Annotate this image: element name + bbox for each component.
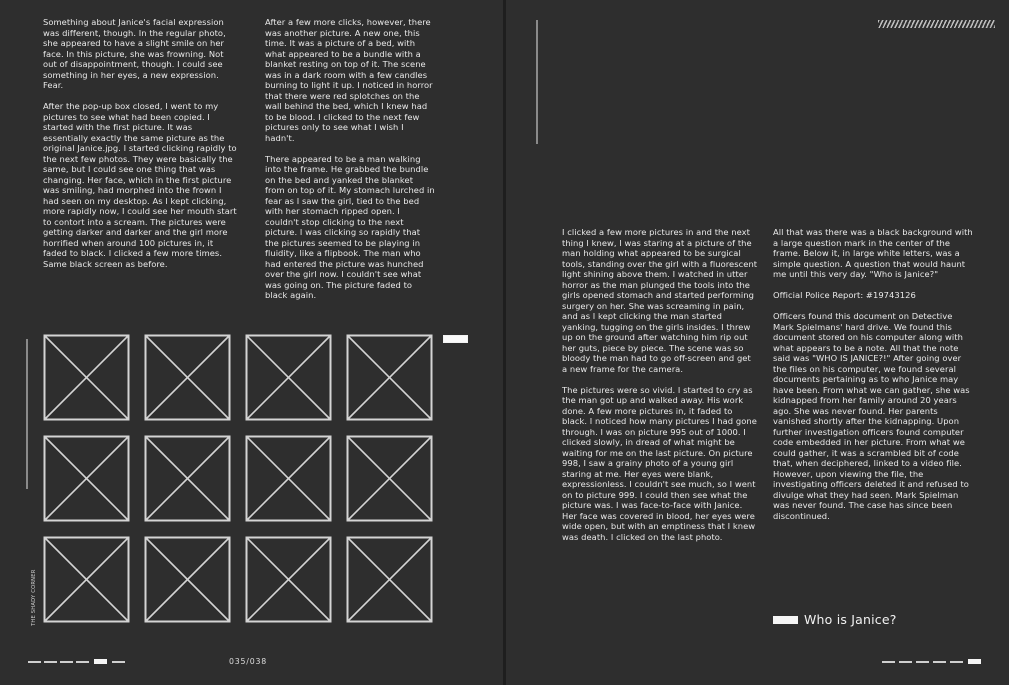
progress-bar	[933, 661, 946, 663]
paragraph: All that was there was a black background with a large question mark in the center of the frame. Below it, in large white letters, was a simple question. A question that would haunt me until this very day. "Who is Janice?"	[773, 227, 973, 279]
image-placeholder	[245, 334, 332, 421]
right-column-1	[562, 227, 758, 553]
image-placeholder	[43, 334, 130, 421]
page-number: 035/038	[229, 657, 267, 666]
image-placeholder	[346, 435, 433, 522]
image-placeholder	[144, 536, 231, 623]
paragraph: There appeared to be a man walking into the frame. He grabbed the bundle on the bed and yanked the blanket from on top of it. My stomach lurched in fear as I saw the girl, tied to the bed with her stomach ripped open. I couldn't stop clicking to the next picture. I was clicking so rapidly that the pictures seemed to be playing in fluidity, like a flipbook. The man who had entered the picture was hunched over the girl now. I couldn't see what was going on. The picture faded to black again.	[265, 153, 435, 300]
paragraph: After the pop-up box closed, I went to my pictures to see what had been copied. I started with the first picture. It was essentially exactly the same picture as the original Janice.jpg. I started clicking rapidly to the next few photos. They were basically the same, but I could see one thing that was changing. Her face, which in the first picture was smiling, had morphed into the frown I had seen on my desktop. As I kept clicking, more rapidly now, I could see her mouth start to contort into a scream. The pictures were getting darker and darker and the girl more horrified when around 100 pictures in, it faded to black. I clicked a few more times. Same black screen as before.	[43, 101, 237, 269]
placeholder-cross-icon	[43, 334, 130, 421]
image-placeholder	[245, 435, 332, 522]
side-label: THE SHADY CORNER	[31, 569, 37, 626]
callout	[773, 612, 897, 627]
progress-bar-current	[94, 659, 107, 664]
left-column-1	[43, 17, 239, 280]
paragraph: Something about Janice's facial expression was different, though. In the regular photo, she appeared to have a slight smile on her face. In this picture, she was frowning. Not out of disappointment, though. I could see something in her eyes, a new expression. Fear.	[43, 17, 226, 90]
placeholder-cross-icon	[346, 435, 433, 522]
paragraph: The pictures were so vivid. I started to cry as the man got up and walked away. His work done. A few more pictures in, it faded to black. I noticed how many pictures I had gone through. I was on picture 995 out of 1000. I clicked slowly, in dread of what might be waiting for me on the last picture. On picture 998, I saw a grainy photo of a young girl staring at me. Her eyes were blank, expressionless. I couldn't see much, so I went on to picture 999. I could then see what the picture was. I was face-to-face with Janice. Her face was covered in blood, her eyes were wide open, but with an emptiness that I knew was death. I clicked on the last photo.	[562, 384, 757, 542]
placeholder-cross-icon	[43, 536, 130, 623]
placeholder-cross-icon	[245, 435, 332, 522]
image-placeholder	[144, 435, 231, 522]
progress-bar	[76, 661, 89, 663]
right-column-2	[773, 227, 973, 532]
callout-text: Who is Janice?	[804, 612, 897, 627]
placeholder-cross-icon	[245, 536, 332, 623]
progress-bar	[916, 661, 929, 663]
placeholder-cross-icon	[346, 536, 433, 623]
progress-bar	[44, 661, 57, 663]
placeholder-cross-icon	[245, 334, 332, 421]
image-placeholder	[43, 435, 130, 522]
left-column-2	[265, 17, 435, 311]
police-report-heading: Official Police Report: #19743126	[773, 290, 916, 300]
placeholder-cross-icon	[43, 435, 130, 522]
label-tag	[443, 335, 468, 343]
paragraph: Officers found this document on Detective Mark Spielmans' hard drive. We found this document stored on his computer along with what appears to be a note. All that the note said was "WHO IS JANICE?!" After going over the files on his computer, we found several documents pertaining as to who Janice may have been. From what we can gather, she was kidnapped from her family around 20 years ago. She was never found. Her parents vanished shortly after the kidnapping. Upon further investigation officers found computer code embedded in her picture. From what we could gather, it was a scrambled bit of code that, when deciphered, linked to a video file. However, upon viewing the file, the investigating officers deleted it and refused to divulge what they had seen. Mark Spielman was never found. The case has since been discontinued.	[773, 311, 970, 521]
placeholder-cross-icon	[346, 334, 433, 421]
placeholder-cross-icon	[144, 536, 231, 623]
left-page	[0, 0, 503, 685]
callout-marker	[773, 616, 798, 624]
image-placeholder	[346, 536, 433, 623]
image-placeholder	[43, 536, 130, 623]
vertical-rule	[26, 339, 28, 489]
vertical-rule	[536, 20, 538, 144]
progress-bar	[899, 661, 912, 663]
progress-bar	[112, 661, 125, 663]
progress-bar	[28, 661, 41, 663]
placeholder-cross-icon	[144, 435, 231, 522]
progress-bar-current	[968, 659, 981, 664]
image-placeholder	[245, 536, 332, 623]
placeholder-cross-icon	[144, 334, 231, 421]
image-placeholder	[346, 334, 433, 421]
hatch-decoration	[878, 20, 995, 28]
paragraph: After a few more clicks, however, there was another picture. A new one, this time. It was a picture of a bed, with what appeared to be a bundle with a blanket resting on top of it. The scene was in a dark room with a few candles burning to light it up. I noticed in horror that there were red splotches on the wall behind the bed, which I knew had to be blood. I clicked to the next few pictures only to see what I wish I hadn't.	[265, 17, 433, 143]
image-placeholder-grid	[43, 334, 435, 622]
paragraph: I clicked a few more pictures in and the next thing I knew, I was staring at a picture of the man holding what appeared to be surgical tools, standing over the girl with a fluorescent light shining above them. I watched in utter horror as the man plunged the tools into the girls opened stomach and started performing surgery on her. She was screaming in pain, and as I kept clicking the man started yanking, tugging on the girls insides. I threw up on the ground after watching him rip out her guts, piece by piece. The scene was so bloody the man had to go off-screen and get a new frame for the camera.	[562, 227, 758, 374]
image-placeholder	[144, 334, 231, 421]
progress-bar	[60, 661, 73, 663]
progress-bar	[882, 661, 895, 663]
progress-bar	[950, 661, 963, 663]
